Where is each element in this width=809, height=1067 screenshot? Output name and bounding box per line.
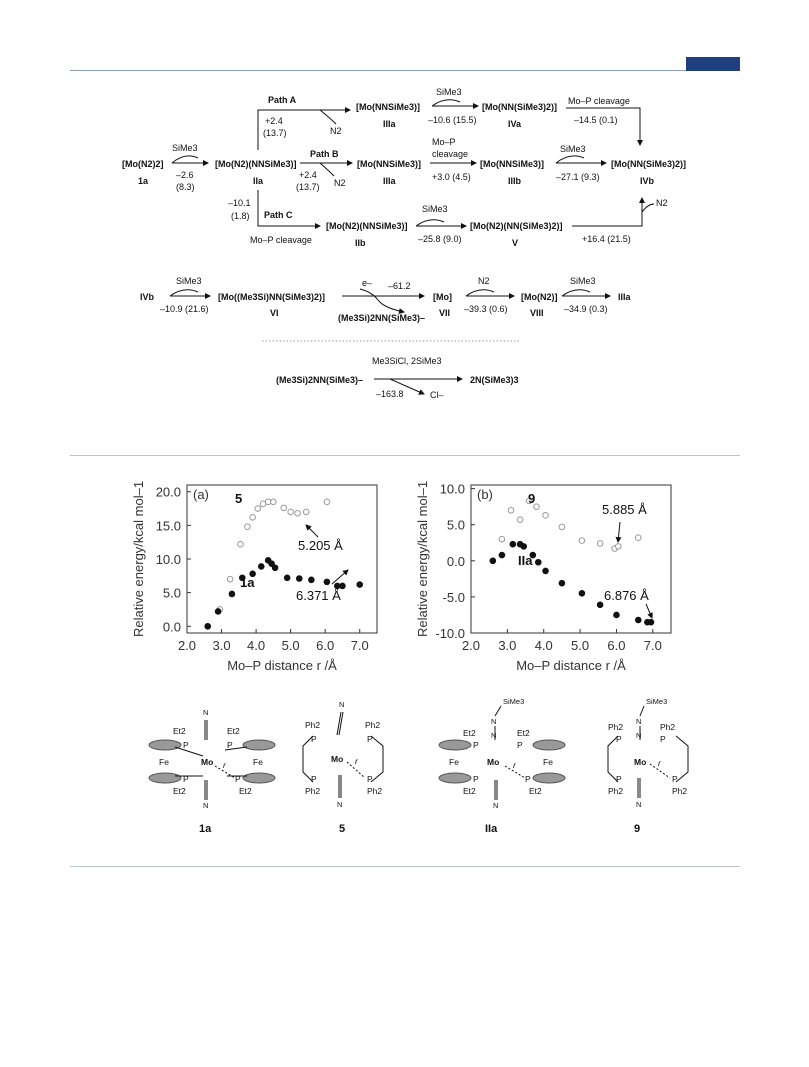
p-substituent: Et2 [463,786,476,796]
data-point-open [508,507,514,513]
series-label: IIa [518,553,533,568]
pathB-label: Path B [310,149,339,159]
structure-id: 1a [199,823,212,835]
species-IIIa-formula-B: [Mo(NNSiMe3)] [357,159,421,169]
y-tick-label: -5.0 [442,589,465,605]
C2-energy: –25.8 (9.0) [418,234,462,244]
data-point-filled [510,541,516,547]
row2-s4-reagent: SiMe3 [570,276,596,286]
p-substituent: Et2 [173,786,186,796]
y-tick-label: 10.0 [439,481,465,497]
y-tick-label: 5.0 [446,517,465,533]
species-IIIa-formula-A: [Mo(NNSiMe3)] [356,102,420,112]
p-substituent: Ph2 [660,722,676,732]
p-substituent: Et2 [227,726,240,736]
panel-label: (b) [477,487,493,502]
species-IIIb-id: IIIb [508,176,521,186]
row2-s1-reagent: SiMe3 [176,276,202,286]
species-IVa-formula: [Mo(NN(SiMe3)2)] [482,102,557,112]
row2-s2-energy: –61.2 [388,281,411,291]
data-point-open [324,499,330,505]
y-tick-label: 5.0 [162,585,181,601]
pathA-label: Path A [268,95,297,105]
structures-panel [0,690,809,850]
y-tick-label: 0.0 [446,553,465,569]
species-VII-id: VII [439,308,451,318]
pathB-lost: N2 [334,178,346,188]
row2-end: IIIa [618,292,631,302]
svg-text:P: P [227,740,233,750]
arrow-V-IVb-curl [642,204,654,212]
species-IIIa-id-B: IIIa [383,176,396,186]
structure-id: 5 [339,823,346,835]
structure-id: IIa [485,823,498,835]
annotation-label: 5.205 Å [298,538,343,553]
svg-text:N: N [339,700,345,709]
data-point-open [271,499,277,505]
annotation-arrow [332,570,348,584]
svg-text:P: P [660,734,666,744]
fe-label: Fe [543,757,553,767]
p-substituent: Ph2 [672,786,688,796]
annotation-arrow [646,604,652,618]
series-label: 5 [235,491,243,506]
svg-text:P: P [183,740,189,750]
series-label: 1a [240,575,255,590]
x-axis-label: Mo–P distance r /Å [516,658,626,673]
x-tick-label: 5.0 [281,638,300,653]
svg-text:P: P [311,734,317,744]
p-substituent: Ph2 [608,786,624,796]
row3-lost: Cl– [430,390,444,400]
species-1a-id: 1a [138,176,149,186]
row3-reagent: Me3SiCl, 2SiMe3 [372,356,442,366]
svg-text:P: P [616,734,622,744]
species-V-id: V [512,238,519,248]
annotation-arrow [306,525,318,537]
data-point-open [579,538,585,544]
species-V-formula: [Mo(N2)(NN(SiMe3)2)] [470,221,563,231]
energy-charts [0,470,809,685]
A3-energy: –14.5 (0.1) [574,115,618,125]
step1-energy-2: (8.3) [176,182,195,192]
data-point-filled [272,565,278,571]
x-tick-label: 4.0 [534,638,553,653]
B2-label: Mo–P [432,137,456,147]
species-IVa-id: IVa [508,119,522,129]
data-point-open [615,544,621,550]
data-point-filled [490,558,496,564]
A2-energy: –10.6 (15.5) [428,115,477,125]
species-VIII-formula: [Mo(N2)] [521,292,558,302]
data-point-open [499,536,505,542]
svg-text:P: P [473,740,479,750]
data-point-open [295,510,301,516]
x-axis-label: Mo–P distance r /Å [227,658,337,673]
data-point-filled [205,623,211,629]
svg-text:N: N [636,731,642,740]
arrow-1a-IIa-curl [172,156,198,163]
data-point-open [238,541,244,547]
row2-s3-energy: –39.3 (0.6) [464,304,508,314]
fe-label: Fe [449,757,459,767]
svg-text:P: P [311,774,317,784]
pathA-curl [320,110,336,124]
data-point-filled [559,580,565,586]
data-point-filled [597,602,603,608]
p-substituent: Ph2 [367,786,383,796]
cp-ring-icon [149,773,181,783]
data-point-filled [324,579,330,585]
arrow-VII-VIII-curl [466,290,494,296]
pathC-arrow [258,190,320,226]
x-tick-label: 4.0 [247,638,266,653]
p-substituent: Et2 [529,786,542,796]
species-VIII-id: VIII [530,308,544,318]
species-VII-formula: [Mo] [433,292,452,302]
species-IIIa-id-A: IIIa [383,119,396,129]
data-point-filled [357,582,363,588]
pathB-energy-2: (13.7) [296,182,320,192]
pathC-energy-2: (1.8) [231,211,250,221]
fe-label: Fe [159,757,169,767]
species-IIa-formula: [Mo(N2)(NNSiMe3)] [215,159,297,169]
arrow-IVa-IVb [566,108,640,145]
r-label: r [223,760,226,770]
top-ligand: SiMe3 [503,697,525,706]
data-point-open [543,513,549,519]
data-point-open [250,514,256,520]
x-tick-label: 3.0 [498,638,517,653]
y-axis-label: Relative energy/kcal mol–1 [415,480,430,638]
svg-text:P: P [517,740,523,750]
p-substituent: Et2 [463,728,476,738]
data-point-open [635,535,641,541]
row3-energy: –163.8 [376,389,404,399]
svg-text:P: P [525,774,531,784]
data-point-open [288,509,294,515]
svg-text:P: P [616,774,622,784]
C3-energy: +16.4 (21.5) [582,234,631,244]
annotation-label: 6.371 Å [296,588,341,603]
data-point-filled [499,552,505,558]
row2-s2-reagent: e– [362,278,373,288]
B2-energy: +3.0 (4.5) [432,172,471,182]
cp-ring-icon [243,773,275,783]
p-substituent: Ph2 [305,720,321,730]
cp-ring-icon [149,740,181,750]
svg-text:N: N [491,731,497,740]
species-VI-formula: [Mo((Me3Si)NN(SiMe3)2)] [218,292,325,302]
x-tick-label: 5.0 [571,638,590,653]
pathC-note: Mo–P cleavage [250,235,312,245]
p-substituent: Et2 [173,726,186,736]
species-IIIb-formula: [Mo(NNSiMe3)] [480,159,544,169]
y-tick-label: 15.0 [155,518,181,534]
r-label: r [355,756,358,766]
pathA-energy-2: (13.7) [263,128,287,138]
row2-start: IVb [140,292,155,302]
y-tick-label: 0.0 [162,619,181,635]
svg-text:P: P [235,774,241,784]
p-substituent: Et2 [517,728,530,738]
A3-label: Mo–P cleavage [568,96,630,106]
reaction-scheme [0,0,809,420]
species-IVb-id: IVb [640,176,655,186]
annotation-label: 6.876 Å [604,588,649,603]
data-point-filled [229,591,235,597]
row3-product: 2N(SiMe3)3 [470,375,519,385]
arrow-IIIb-IVb-curl [556,156,584,163]
pathA-lost: N2 [330,126,342,136]
svg-text:P: P [672,774,678,784]
svg-text:P: P [183,774,189,784]
B3-reagent: SiMe3 [560,144,586,154]
y-tick-label: 20.0 [155,484,181,500]
annotation-arrow [618,522,620,542]
species-IIb-formula: [Mo(N2)(NNSiMe3)] [326,221,408,231]
data-point-open [597,541,603,547]
data-point-filled [215,609,221,615]
data-point-filled [284,575,290,581]
data-point-open [227,576,233,582]
data-point-open [517,517,523,523]
arrow-IVb-VI-curl [170,290,198,296]
x-tick-label: 6.0 [607,638,626,653]
arrow-VIII-IIIa-curl [562,290,590,296]
step1-reagent: SiMe3 [172,143,198,153]
data-point-filled [614,612,620,618]
data-point-filled [309,577,315,583]
svg-text:N: N [636,800,642,809]
series-label: 9 [528,491,536,506]
data-point-filled [579,590,585,596]
svg-text:P: P [367,734,373,744]
arrow-VI-VII-curl [360,289,404,312]
separator-2 [70,866,740,867]
y-tick-label: -10.0 [435,626,465,641]
structure-5 [303,700,383,835]
svg-text:N: N [493,801,499,810]
metal-label: Mo [331,754,344,764]
row2-s2-product: (Me3Si)2NN(SiMe3)– [338,313,426,323]
step1-energy: –2.6 [176,170,194,180]
row2-s3-reagent: N2 [478,276,490,286]
x-tick-label: 7.0 [350,638,369,653]
data-point-open [255,506,261,512]
svg-text:N: N [337,800,343,809]
B2-label-2: cleavage [432,149,469,159]
C2-reagent: SiMe3 [422,204,448,214]
p-substituent: Ph2 [608,722,624,732]
arrow-IIIa-IVa-curl [432,100,460,106]
metal-label: Mo [634,757,647,767]
row3-start: (Me3Si)2NN(SiMe3)– [276,375,364,385]
metal-label: Mo [201,757,214,767]
r-label: r [513,760,516,770]
svg-text:N: N [203,801,209,810]
row2-s1-energy: –10.9 (21.6) [160,304,209,314]
chart-b [415,481,671,673]
data-point-open [245,524,251,530]
C3-lost: N2 [656,198,668,208]
row2-s4-energy: –34.9 (0.3) [564,304,608,314]
structure-id: 9 [634,823,641,835]
pathC-energy: –10.1 [228,198,251,208]
pathB-curl [320,163,334,176]
x-tick-label: 2.0 [461,638,481,653]
x-tick-label: 7.0 [643,638,662,653]
p-substituent: Et2 [239,786,252,796]
data-point-filled [648,619,654,625]
species-IVb-formula: [Mo(NN(SiMe3)2)] [611,159,686,169]
data-point-filled [258,564,264,570]
x-tick-label: 2.0 [177,638,197,653]
structure-9 [608,697,688,835]
top-ligand: SiMe3 [646,697,668,706]
species-IIb-id: IIb [355,238,366,248]
pathB-energy: +2.4 [299,170,317,180]
data-point-filled [635,617,641,623]
annotation-label: 5.885 Å [602,502,647,517]
x-tick-label: 3.0 [212,638,231,653]
structure-IIa [439,697,565,835]
svg-text:P: P [473,774,479,784]
svg-text:N: N [636,717,642,726]
species-IIa-id: IIa [253,176,264,186]
data-point-open [281,505,287,511]
metal-label: Mo [487,757,500,767]
arrow-IIb-V-curl [416,220,444,226]
B3-energy: –27.1 (9.3) [556,172,600,182]
chart-a [131,481,377,673]
fe-label: Fe [253,757,263,767]
svg-text:N: N [203,708,209,717]
data-point-open [303,509,309,515]
data-point-filled [521,544,527,550]
species-VI-id: VI [270,308,279,318]
data-point-filled [543,568,549,574]
y-tick-label: 10.0 [155,552,181,567]
data-point-open [559,524,565,530]
data-point-filled [296,576,302,582]
A2-reagent: SiMe3 [436,87,462,97]
arrow-V-IVb [572,198,642,226]
svg-text:P: P [367,774,373,784]
x-tick-label: 6.0 [316,638,335,653]
pathC-label: Path C [264,210,293,220]
cp-ring-icon [243,740,275,750]
svg-text:N: N [491,717,497,726]
r-label: r [658,758,661,768]
species-1a-formula: [Mo(N2)2] [122,159,164,169]
separator-1 [70,455,740,456]
structure-1a [149,708,275,835]
data-point-filled [535,559,541,565]
y-axis-label: Relative energy/kcal mol–1 [131,480,146,638]
p-substituent: Ph2 [305,786,321,796]
p-substituent: Ph2 [365,720,381,730]
pathA-energy: +2.4 [265,116,283,126]
panel-label: (a) [193,487,209,502]
